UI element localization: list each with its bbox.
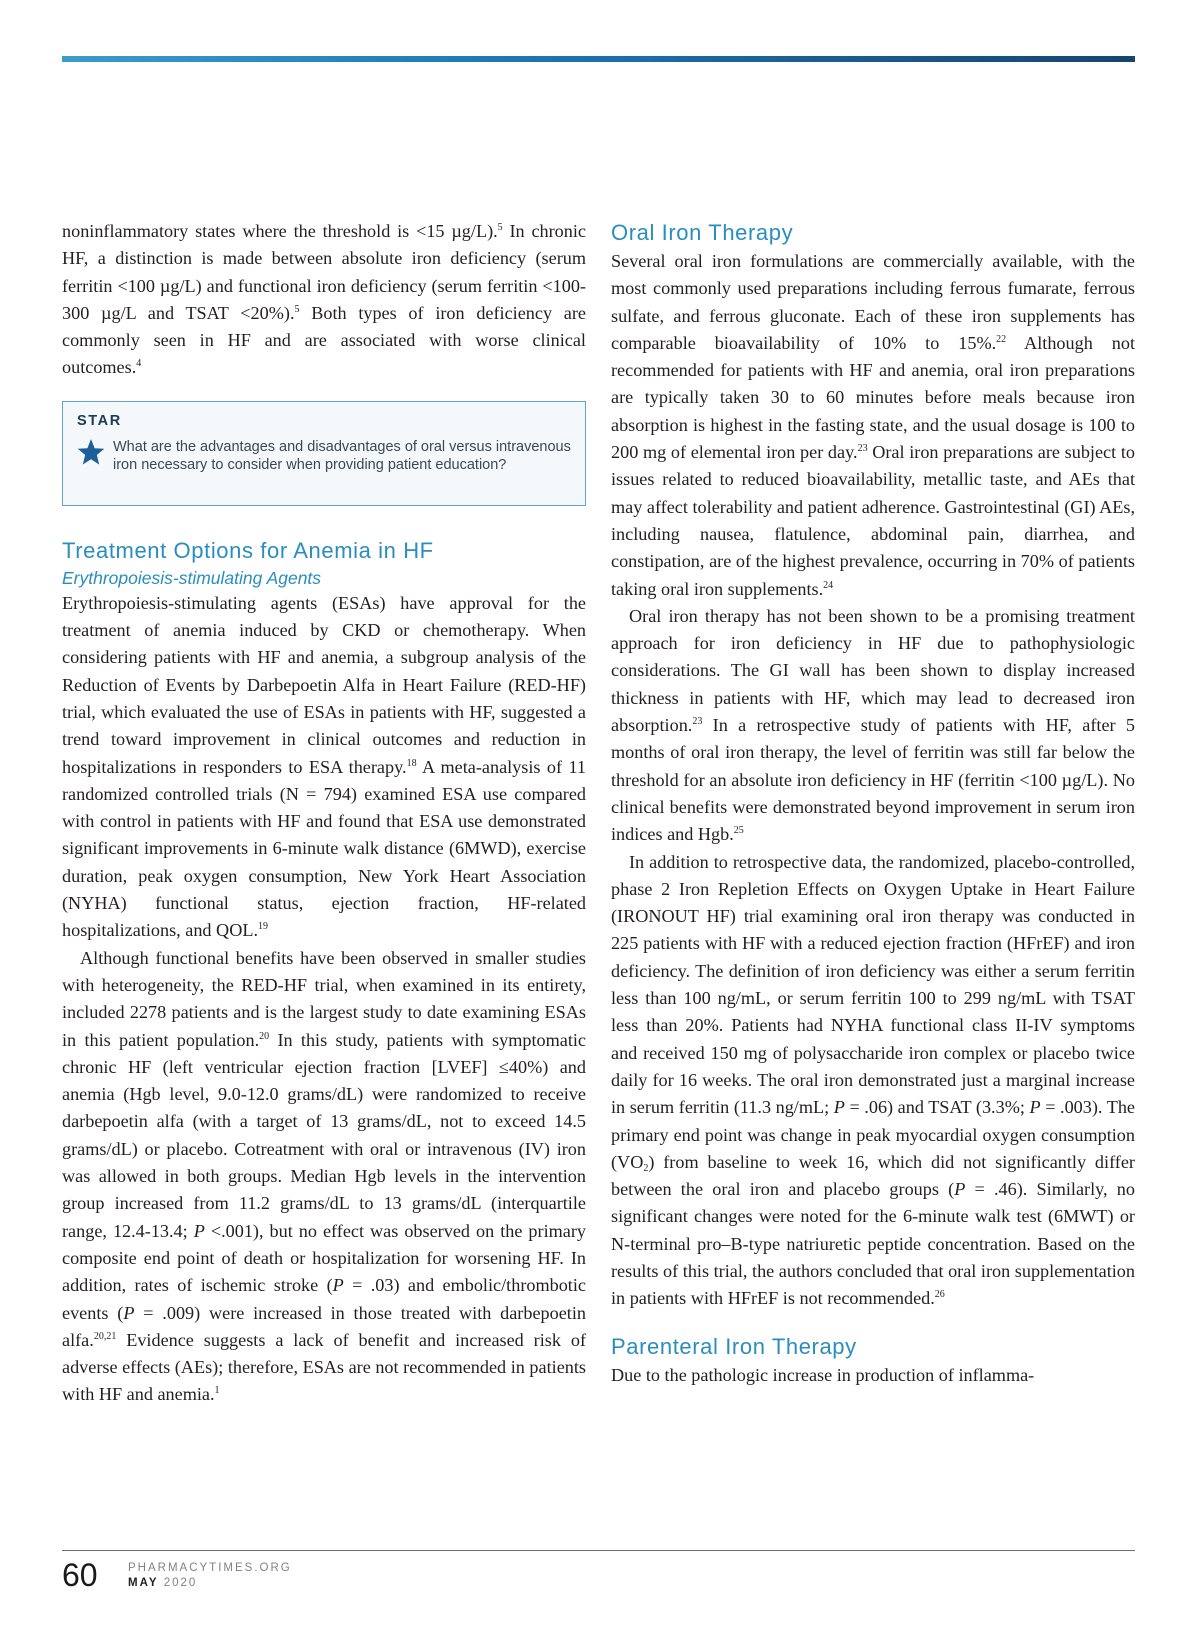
text-run: ) from baseline to week 16, which did not significantly differ between the oral iron and placebo groups ( (611, 1151, 1135, 1200)
text-run: A meta-analysis of 11 randomized controlled trials (N = 794) examined ESA use compared with control in patients with HF and found that ESA use demonstrated significant improvements in 6-minute walk distance (6MWD), exercise duration, peak oxygen consumption, New York Heart Association (NYHA) functional status, ejection fraction, HF-related hospitalizations, and QOL. (62, 756, 586, 941)
text-run: Oral iron preparations are subject to issues related to reduced bioavailability, metallic taste, and AEs that may affect tolerability and patient adherence. Gastrointestinal (GI) AEs, including nausea, flatulence, abdominal pain, diarrhea, and constipation, are of the highest prevalence, occurring in 70% of patients taking oral iron supplements. (611, 442, 1135, 599)
left-column (62, 218, 586, 1409)
section-heading-treatment-options: Treatment Options for Anemia in HF (62, 537, 434, 563)
paragraph-esa-overview (62, 590, 586, 945)
text-run: Oral iron therapy has not been shown to be a promising treatment approach for iron deficiency in HF due to pathophysiologic considerations. The GI wall has been shown to display increased thickness in patients with HF, which may lead to decreased iron absorption. (611, 605, 1135, 736)
text-run: = .003). The primary end point was change in peak myocardial oxygen consumption (VO (611, 1097, 1135, 1172)
text-run: = .46). Similarly, no significant changes were noted for the 6-minute walk test (6MWT) or N-terminal pro–B-type natriuretic peptide concentration. Based on the results of this trial, the authors concluded that oral iron supplementation in patients with HFrEF is not recommended. (611, 1179, 1135, 1309)
text-run: In chronic HF, a distinction is made between absolute iron deficiency (serum ferritin <100 µg/L) and functional iron deficiency (serum ferritin <100-300 µg/L and TSAT <20%). (62, 221, 586, 323)
section-heading-oral-iron: Oral Iron Therapy (611, 220, 794, 245)
star-callout-box (62, 401, 586, 506)
paragraph-oral-iron-limitations (611, 603, 1135, 849)
citation: 20 (259, 1030, 270, 1042)
text-run: = .03) and embolic/thrombotic events ( (62, 1275, 586, 1323)
section-heading-parenteral-iron: Parenteral Iron Therapy (611, 1333, 857, 1359)
citation: 25 (733, 825, 744, 837)
text-run: In a retrospective study of patients with HF, after 5 months of oral iron therapy, the level of ferritin was still far below the threshold for an absolute iron deficiency in HF (ferritin <100 µg/L). No clinical benefits were demonstrated beyond improvement in serum iron indices and Hgb. (611, 715, 1135, 845)
star-callout-question: What are the advantages and disadvantages of oral versus intravenous iron necessary to consider when providing patient education? (113, 438, 571, 473)
text-run: In this study, patients with symptomatic chronic HF (left ventricular ejection fraction [LVEF] ≤40%) and anemia (Hgb level, 9.0-12.0 grams/dL) were randomized to receive darbepoetin alfa (with a target of 13 grams/dL, not to exceed 14.5 grams/dL) or placebo. Cotreatment with oral or intravenous (IV) iron was allowed in both groups. Median Hgb levels in the intervention group increased from 11.2 grams/dL to 13 grams/dL (interquartile range, 12.4-13.4; (62, 1029, 586, 1241)
text-run: <.001), but no effect was observed on the primary composite end point of death or hospitalization for worsening HF. In addition, rates of ischemic stroke ( (62, 1220, 586, 1296)
citation: 26 (934, 1289, 945, 1301)
footer-issue-date (128, 1577, 197, 1590)
citation: 5 (497, 222, 503, 233)
text-run: noninflammatory states where the threshold is <15 µg/L). (62, 221, 498, 241)
citation: 5 (294, 303, 300, 315)
p-value-symbol: P (1029, 1097, 1041, 1118)
text-run: Several oral iron formulations are commercially available, with the most commonly used preparations including ferrous fumarate, ferrous sulfate, and ferrous gluconate. Each of these iron supplements has comparable bioavailability of 10% to 15%. (611, 251, 1135, 353)
citation: 19 (258, 921, 268, 933)
star-callout-title: STAR (77, 412, 122, 429)
header-rule (62, 56, 1135, 62)
text-run: Evidence suggests a lack of benefit and increased risk of adverse effects (AEs); therefore, ESAs are not recommended in patients with HF and anemia. (62, 1329, 586, 1405)
footer-rule (62, 1550, 1135, 1551)
text-run: Although not recommended for patients with HF and anemia, oral iron preparations are typically taken 30 to 60 minutes before meals because iron absorption is highest in the fasting state, and the usual dosage is 100 to 200 mg of elemental iron per day. (611, 332, 1135, 463)
page-number: 60 (62, 1557, 98, 1593)
star-callout-row (77, 438, 571, 474)
citation: 22 (996, 333, 1007, 345)
subscript: 2 (643, 1162, 649, 1174)
p-value-symbol: P (954, 1179, 966, 1200)
citation: 23 (692, 716, 703, 728)
paragraph-oral-formulations (611, 248, 1135, 603)
paragraph-ironout-hf-trial (611, 849, 1135, 1313)
paragraph-red-hf-trial (62, 945, 586, 1409)
citation: 4 (136, 358, 142, 370)
text-run: Both types of iron deficiency are commonly seen in HF and are associated with worse clinical outcomes. (62, 302, 586, 378)
text-run: = .009) were increased in those treated with darbepoetin alfa. (62, 1302, 586, 1350)
paragraph-parenteral-intro: Due to the pathologic increase in production of inflamma- (611, 1364, 1035, 1385)
text-run: = .06) and TSAT (3.3%; (844, 1097, 1030, 1118)
citation: 24 (823, 579, 834, 591)
p-value-symbol: P (332, 1275, 344, 1296)
right-column (611, 218, 1135, 1389)
footer-month: MAY (128, 1577, 159, 1589)
citation: 1 (214, 1385, 220, 1397)
p-value-symbol: P (123, 1302, 135, 1323)
text-run: Although functional benefits have been observed in smaller studies with heterogeneity, the RED-HF trial, when examined in its entirety, included 2278 patients and is the largest study to date examining ESAs in this patient population. (62, 947, 586, 1050)
footer-site: PHARMACYTIMES.ORG (128, 1562, 292, 1574)
paragraph-iron-deficiency-definitions (62, 218, 586, 382)
p-value-symbol: P (193, 1220, 205, 1241)
text-run: In addition to retrospective data, the randomized, placebo-controlled, phase 2 Iron Repletion Effects on Oxygen Uptake in Heart Failure (IRONOUT HF) trial examining oral iron therapy was conducted in 225 patients with HF with a reduced ejection fraction (HFrEF) and iron deficiency. The definition of iron deficiency was either a serum ferritin less than 100 ng/mL, or serum ferritin 100 to 299 ng/mL with TSAT less than 20%. Patients had NYHA functional class II-IV symptoms and received 150 mg of polysaccharide iron complex or placebo twice daily for 16 weeks. The oral iron demonstrated just a marginal increase in serum ferritin (11.3 ng/mL; (611, 851, 1135, 1118)
p-value-symbol: P (833, 1097, 845, 1118)
text-run: Erythropoiesis-stimulating agents (ESAs) have approval for the treatment of anemia induced by CKD or chemotherapy. When considering patients with HF and anemia, a subgroup analysis of the Reduction of Events by Darbepoetin Alfa in Heart Failure (RED-HF) trial, which evaluated the use of ESAs in patients with HF, suggested a trend toward improvement in clinical outcomes and reduction in hospitalizations in responders to ESA therapy. (62, 592, 586, 777)
footer-year: 2020 (163, 1577, 198, 1589)
subheading-esa: Erythropoiesis-stimulating Agents (62, 567, 322, 588)
citation: 23 (857, 443, 868, 455)
star-icon (77, 438, 105, 466)
citation: 20,21 (93, 1330, 117, 1342)
citation: 18 (406, 757, 417, 769)
